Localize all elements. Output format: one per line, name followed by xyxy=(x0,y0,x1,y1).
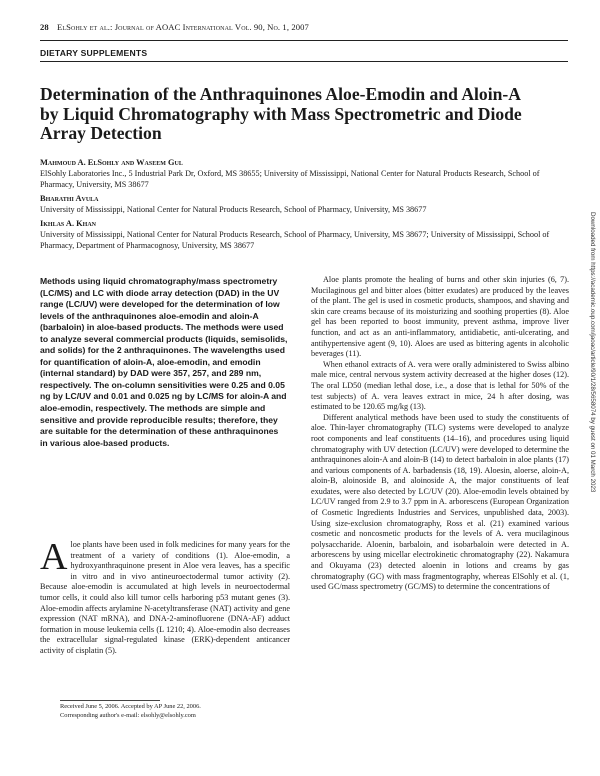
author-names: Bharathi Avula xyxy=(40,194,99,203)
intro-text: loe plants have been used in folk medicines for many years for the treatment of a variety of conditions (1). Aloe-emodin, a hydroxyanthraquinone present in Aloe vera leaves, has a specific in vitro and in vivo antineuroectodermal tumor activity (2). Because aloe-emodin is accumulated at high levels in neuroectodermal tumor cells, it could also kill tumor cells harboring p53 mutant genes (3). Aloe-emodin affects arylamine N-acetyltransferase (NAT) activity and gene expression (NAT mRNA), and DNA-2-aminofluorene (DNA-AF) adduct formation in mouse leukemia cells (L 1210; 4). Aloe-emodin also decreases the extracellular signal-regulated kinase (ERK)-dependent anticancer activity of cisplatin (5). xyxy=(40,540,290,655)
drop-cap: A xyxy=(40,536,68,578)
author-group-3 xyxy=(40,218,570,251)
footnote-rule xyxy=(60,700,160,701)
abstract: Methods using liquid chromatography/mass spectrometry (LC/MS) and LC with diode array detection (DAD) in the UV range (LC/UV) were developed for the determination of low levels of the anthraquinones aloe-emodin and aloin-A (barbaloin) in aloe-based products. The methods were used to analyze several commercial products (liquids, semisolids, and solids) for the 2 anthraquinones. The wavelengths used for quantification of aloin-A, aloe-emodin, and emodin (internal standard) by DAD were 357, 257, and 289 nm, respectively. The on-column sensitivities were 0.25 and 0.05 ng by LC/UV and 0.01 and 0.025 ng by LC/MS for aloin-A and aloe-emodin, respectively. The methods are simple and sensitive and provide reproducible results; therefore, they are suitable for the determination of these anthraquinones in various aloe-based products. xyxy=(40,276,288,448)
paragraph: Different analytical methods have been used to study the constituents of aloe. Thin-layer chromatography (TLC) systems were developed to analyze root components and leaf constituents (14–16), and procedures using liquid chromatography with UV detection (LC/UV) were developed to determine the anthraquinones aloin-A and aloin-B (14) to detect barbaloin in aloe plants (17) and various components of A. barbadensis (18, 19). Aloesin, aloerse, aloin-A, aloin-B, aloinoside B, and aloinoside A, the major constituents of leaf exudates, were also detected by LC/UV (20). Aloe-emodin levels obtained by LC/UV ranged from 2.9 to 3.7 ppm in A. arborescens (European Organization of Cosmetic Ingredients Industries and Services, unpublished data, 2003). Using size-exclusion chromatography, Ross et al. (21) examined various cosmetic and noncosmetic products for the levels of A. vera mucilaginous polysaccharide. Aloenin, barbaloin, and isobarbaloin were detected in A. arborescens by using micellar electrokinetic chromatography (22). Nakamura and Okuyama (23) detected aloenin in lotions and creams by gas chromatography (GC) with mass fragmentography, whereas ElSohly et al. (1, used GC/mass spectrometry (GC/MS) to determine the concentrations of xyxy=(311,412,569,592)
right-column xyxy=(311,275,569,593)
article-title: Determination of the Anthraquinones Aloe-Emodin and Aloin-A by Liquid Chromatography with Mass Spectrometric and Diode Array Detection xyxy=(40,84,522,144)
author-affiliation: ElSohly Laboratories Inc., 5 Industrial Park Dr, Oxford, MS 38655; University of Mississippi, National Center for Natural Products Research, School of Pharmacy, University, MS 38677 xyxy=(40,169,540,189)
footnote-corresponding: Corresponding author's e-mail: elsohly@elsohly.com xyxy=(60,712,196,719)
author-group-1 xyxy=(40,157,570,190)
author-names: Mahmoud A. ElSohly and Waseem Gul xyxy=(40,158,183,167)
header-rule xyxy=(40,40,568,41)
download-notice xyxy=(588,212,598,632)
author-names: Ikhlas A. Khan xyxy=(40,219,96,228)
author-affiliation: University of Mississippi, National Center for Natural Products Research, School of Pharmacy, University, MS 38677 xyxy=(40,205,427,214)
download-notice-text[interactable]: Downloaded from https://academic.oup.com/jaoac/article/90/1/28/5658074 by guest on 01 March 2023 xyxy=(589,212,596,493)
author-affiliation: University of Mississippi, National Center for Natural Products Research, School of Pharmacy, University, MS 38677; University of Mississippi, School of Pharmacy, Department of Pharmacognosy, University, MS 38677 xyxy=(40,230,550,250)
paragraph: Aloe plants promote the healing of burns and other skin injuries (6, 7). Mucilaginous gel and bitter aloes (bitter exudates) are produced by the leaves of the plant. The gel is used in cosmetic products, shampoos, and shaving and skin care creams because of its moisturizing and soothing properties (8). Aloe gel has been reported to boost immunity, prevent asthma, improve liver function, and act as an anti-inflammatory, antidiabetic, anti-ulcerating, and antihypertensive agent (9, 10). Aloes are used as bittering agents in alcoholic beverages (11). xyxy=(311,275,569,359)
section-rule xyxy=(40,61,568,62)
paragraph: When ethanol extracts of A. vera were orally administered to Swiss albino male mice, central nervous system activity decreased at the higher doses (12). The oral LD50 (median lethal dose, i.e., a dose that is lethal for 50% of the test subjects) of A. vera leaves extract in mice, 24 h after dosing, was estimated to be 120.65 mg/kg (13). xyxy=(311,359,569,412)
footnote-received: Received June 5, 2006. Accepted by AP June 22, 2006. xyxy=(60,703,201,710)
intro-paragraph xyxy=(40,536,290,657)
running-head xyxy=(40,22,309,32)
author-group-2 xyxy=(40,193,570,215)
section-label: DIETARY SUPPLEMENTS xyxy=(40,48,148,58)
journal-citation: ElSohly et al.: Journal of AOAC International Vol. 90, No. 1, 2007 xyxy=(57,22,309,32)
page-number: 28 xyxy=(40,22,49,32)
